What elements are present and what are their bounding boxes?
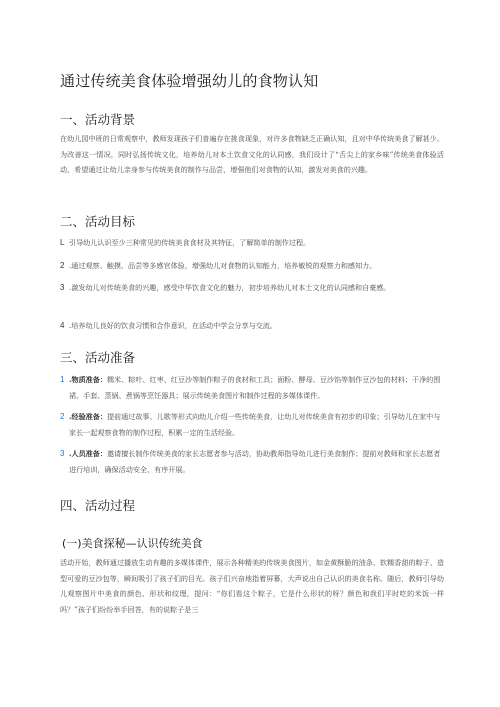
document-title: 通过传统美食体验增强幼儿的食物认知 [60, 72, 319, 90]
goal-number: 4 [60, 321, 65, 330]
goal-item [60, 280, 444, 296]
prep-item [60, 409, 444, 440]
prep-label: .物质准备： [69, 375, 107, 384]
goal-number: 2 [60, 261, 65, 270]
goal-text: .通过观察、触摸、品尝等多感官体验，增强幼儿对食物的认知能力，培养敏锐的观察力和感知力。 [69, 261, 377, 270]
goal-item [60, 318, 444, 334]
goal-text: .培养幼儿良好的饮食习惯和合作意识，在活动中学会分享与交流。 [69, 321, 277, 330]
background-paragraph: 在幼儿园中班的日常观察中，教师发现孩子们普遍存在挑食现象，对许多食物缺乏正确认知，且对中华传统美食了解甚少。为改善这一情况，同时弘扬传统文化，培养幼儿对本土饮食文化的认同感，我们设计了“舌尖上的家乡味”传统美食体验活动，希望通过让幼儿亲身参与传统美食的制作与品尝，增强他们对食物的认知，激发对美食的兴趣。 [60, 134, 444, 174]
goal-text: .激发幼儿对传统美食的兴趣，感受中华饮食文化的魅力，初步培养幼儿对本土文化的认同感和自豪感。 [69, 283, 391, 292]
section-heading-background: 一、活动背景 [60, 112, 136, 127]
goal-text: 引导幼儿认识至少三种常见的传统美食食材及其特征，了解简单的制作过程。 [69, 238, 311, 247]
prep-number: 1 [60, 375, 65, 384]
prep-item [60, 372, 444, 403]
prep-text: 提前通过故事、儿歌等形式向幼儿介绍一些传统美食，让幼儿对传统美食有初步的印象；引导幼儿在家中与家长一起观察食物的制作过程，积累一定的生活经验。 [69, 412, 441, 437]
prep-text: 糯米、粽叶、红枣、红豆沙等制作粽子的食材和工具；面粉、酵母、豆沙馅等制作豆沙包的材料；干净的围裙、手套、蒸锅、煮锅等烹饪器具；展示传统美食图片和制作过程的多媒体课件。 [69, 375, 441, 400]
goal-number: 3 [60, 283, 65, 292]
section-heading-goals: 二、活动目标 [60, 214, 136, 229]
prep-number: 3 [60, 449, 65, 458]
prep-number: 2 [60, 412, 65, 421]
goal-item [60, 235, 444, 251]
sub-heading-food-exploration: (一)美食探秘—认识传统美食 [62, 537, 203, 550]
goal-item [60, 258, 444, 274]
section-heading-process: 四、活动过程 [60, 498, 136, 513]
prep-item [60, 446, 444, 477]
prep-text: 邀请擅长制作传统美食的家长志愿者参与活动，协助教师指导幼儿进行美食制作；提前对教师和家长志愿者进行培训，确保活动安全、有序开展。 [69, 449, 441, 474]
prep-label: .人员准备： [69, 449, 107, 458]
prep-label: .经验准备： [69, 412, 107, 421]
goal-number: L [60, 238, 65, 247]
section-heading-prep: 三、活动准备 [60, 350, 136, 365]
process-paragraph: 活动开始，教师通过播放生动有趣的多媒体课件，展示各种精美的传统美食图片，如金黄酥脆的油条、软糯香甜的粽子、造型可爱的豆沙包等，瞬间吸引了孩子们的目光。孩子们兴奋地指着屏幕，大声说出自己认识的美食名称。随后，教师引导幼儿观察图片中美食的颜色、形状和纹理，提问：“你们看这个粽子，它是什么形状的呀？颜色和我们平时吃的米饭一样吗？”孩子们纷纷举手回答，有的说粽子是三 [60, 558, 444, 614]
